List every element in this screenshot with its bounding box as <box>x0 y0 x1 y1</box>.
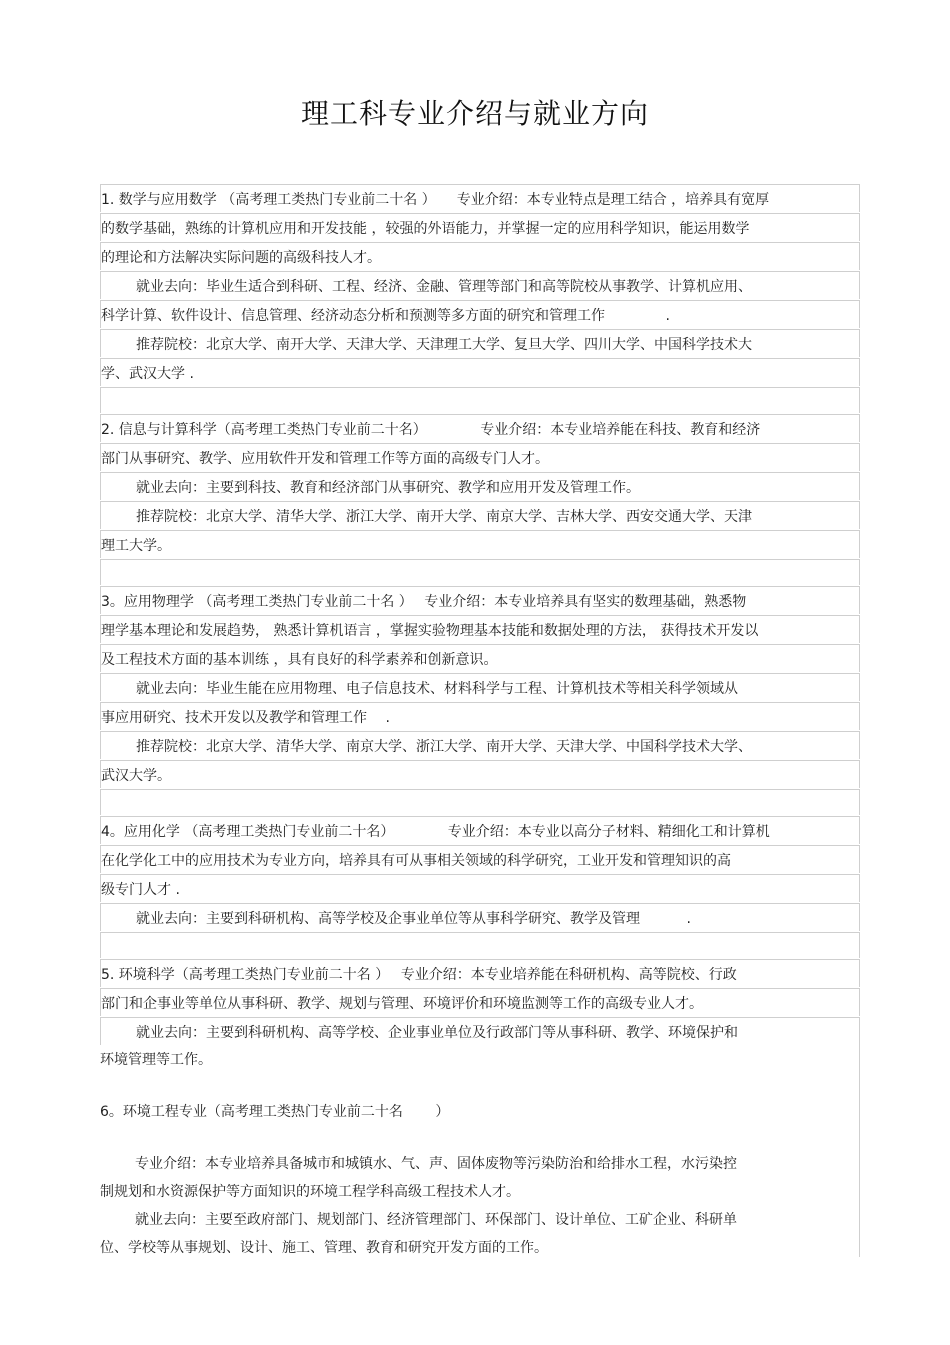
spacer-row <box>100 559 860 585</box>
table-row <box>100 816 860 844</box>
row-text: 学、武汉大学 . <box>101 365 194 382</box>
table-row <box>100 615 860 643</box>
table-row <box>100 501 860 529</box>
row-text: 的数学基础，熟练的计算机应用和开发技能 ，较强的外语能力，并掌握一定的应用科学知识，能运用数学 <box>101 220 750 237</box>
row-text: 部门从事研究、教学、应用软件开发和管理工作等方面的高级专门人才。 <box>101 450 549 467</box>
row-text: 推荐院校：北京大学、清华大学、南京大学、浙江大学、南开大学、天津大学、中国科学技术大学、 <box>136 738 752 755</box>
row-text: 5. 环境科学（高考理工类热门专业前二十名 ） 专业介绍：本专业培养能在科研机构、高等院校、行政 <box>101 966 737 983</box>
table-row <box>100 472 860 500</box>
spacer-row <box>100 387 860 413</box>
table-row <box>100 1017 860 1045</box>
row-text: 推荐院校：北京大学、清华大学、浙江大学、南开大学、南京大学、吉林大学、西安交通大学、天津 <box>136 508 752 525</box>
content-table <box>100 184 860 1046</box>
table-row <box>100 673 860 701</box>
text-line: 制规划和水资源保护等方面知识的环境工程学科高级工程技术人才。 <box>100 1184 520 1200</box>
spacer-row <box>100 932 860 958</box>
text-line: 就业去向：主要至政府部门、规划部门、经济管理部门、环保部门、设计单位、工矿企业、科研单 <box>135 1212 737 1228</box>
table-row <box>100 329 860 357</box>
table-row <box>100 731 860 759</box>
row-text: 推荐院校：北京大学、南开大学、天津大学、天津理工大学、复旦大学、四川大学、中国科学技术大 <box>136 336 752 353</box>
table-row <box>100 988 860 1016</box>
table-row <box>100 443 860 471</box>
table-row <box>100 271 860 299</box>
table-row <box>100 702 860 730</box>
table-row <box>100 414 860 442</box>
row-text: 就业去向：主要到科研机构、高等学校及企事业单位等从事科学研究、教学及管理 . <box>136 910 691 927</box>
spacer-row <box>100 789 860 815</box>
table-row <box>100 644 860 672</box>
row-text: 就业去向：毕业生适合到科研、工程、经济、金融、管理等部门和高等院校从事教学、计算机应用、 <box>136 278 752 295</box>
row-text: 4。应用化学 （高考理工类热门专业前二十名） 专业介绍：本专业以高分子材料、精细化工和计算机 <box>101 823 770 840</box>
table-row <box>100 903 860 931</box>
row-text: 及工程技术方面的基本训练 ，具有良好的科学素养和创新意识。 <box>101 651 498 668</box>
row-text: 理学基本理论和发展趋势， 熟悉计算机语言 ，掌握实验物理基本技能和数据处理的方法， 获得技术开发以 <box>101 622 759 639</box>
row-text: 就业去向：毕业生能在应用物理、电子信息技术、材料科学与工程、计算机技术等相关科学领域从 <box>136 680 738 697</box>
text-line: 环境管理等工作。 <box>100 1052 212 1068</box>
row-text: 1. 数学与应用数学 （高考理工类热门专业前二十名 ） 专业介绍：本专业特点是理工结合 ，培养具有宽厚 <box>101 191 770 208</box>
table-row <box>100 242 860 270</box>
table-row <box>100 874 860 902</box>
row-text: 3。应用物理学 （高考理工类热门专业前二十名 ） 专业介绍：本专业培养具有坚实的数理基础，熟悉物 <box>101 593 747 610</box>
table-row <box>100 845 860 873</box>
row-text: 的理论和方法解决实际问题的高级科技人才。 <box>101 249 381 266</box>
table-row <box>100 184 860 212</box>
row-text: 就业去向：主要到科技、教育和经济部门从事研究、教学和应用开发及管理工作。 <box>136 479 640 496</box>
row-text: 就业去向：主要到科研机构、高等学校、企业事业单位及行政部门等从事科研、教学、环境保护和 <box>136 1024 738 1041</box>
row-text: 事应用研究、技术开发以及教学和管理工作 . <box>101 709 390 726</box>
section-heading: 6。环境工程专业（高考理工类热门专业前二十名 ） <box>100 1104 450 1120</box>
table-row <box>100 300 860 328</box>
row-text: 武汉大学。 <box>101 767 171 784</box>
section-6-block <box>100 1043 860 1257</box>
row-text: 部门和企事业等单位从事科研、教学、规划与管理、环境评价和环境监测等工作的高级专业人才。 <box>101 995 703 1012</box>
table-row <box>100 586 860 614</box>
row-text: 在化学化工中的应用技术为专业方向，培养具有可从事相关领域的科学研究，工业开发和管理知识的高 <box>101 852 731 869</box>
table-row <box>100 530 860 558</box>
text-line: 专业介绍：本专业培养具备城市和城镇水、气、声、固体废物等污染防治和给排水工程，水污染控 <box>135 1156 737 1172</box>
text-line: 位、学校等从事规划、设计、施工、管理、教育和研究开发方面的工作。 <box>100 1240 548 1256</box>
page-title: 理工科专业介绍与就业方向 <box>300 97 649 130</box>
table-row <box>100 213 860 241</box>
table-row <box>100 760 860 788</box>
table-row <box>100 358 860 386</box>
row-text: 2. 信息与计算科学（高考理工类热门专业前二十名） 专业介绍：本专业培养能在科技、教育和经济 <box>101 421 761 438</box>
row-text: 理工大学。 <box>101 537 171 554</box>
row-text: 科学计算、软件设计、信息管理、经济动态分析和预测等多方面的研究和管理工作 . <box>101 307 670 324</box>
table-row <box>100 959 860 987</box>
row-text: 级专门人才 . <box>101 881 180 898</box>
